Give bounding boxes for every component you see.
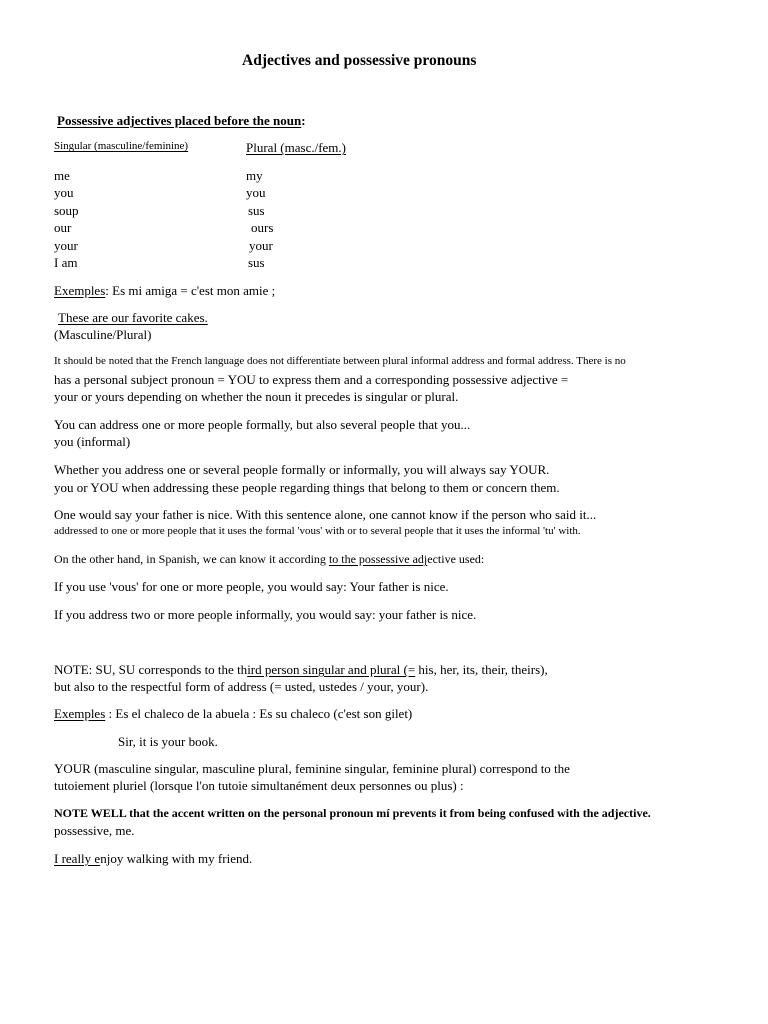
examples2-text: : Es el chaleco de la abuela : Es su chaleco (c'est son gilet) (105, 706, 413, 721)
your-paragraph-line: YOUR (masculine singular, masculine plural, feminine singular, feminine plural) correspond to the (54, 761, 570, 776)
examples-line (54, 284, 275, 297)
whether-paragraph-line: Whether you address one or several people formally or informally, you will always say YOUR. (54, 462, 550, 477)
table-cell-plural: your (249, 238, 273, 253)
favorite-cakes-text: These are our favorite cakes. (58, 310, 208, 325)
whether-paragraph-line: you or YOU when addressing these people regarding things that belong to them or concern them. (54, 480, 560, 495)
table-cell-singular: soup (54, 203, 79, 218)
section-heading-text: Possessive adjectives placed before the noun (57, 113, 302, 128)
sir-line: Sir, it is your book. (118, 734, 218, 749)
one-paragraph-line: One would say your father is nice. With this sentence alone, one cannot know if the person who said it... (54, 507, 597, 522)
examples-label: Exemples (54, 283, 106, 298)
table-cell-singular: me (54, 168, 70, 183)
table-cell-singular: our (54, 220, 72, 235)
address-paragraph-line: You can address one or more people formally, but also several people that you... (54, 417, 471, 432)
note-paragraph-line: It should be noted that the French language does not differentiate between plural informal address and formal address. There is no (54, 355, 626, 367)
masc-plural-text: (Masculine/Plural) (54, 327, 152, 342)
enjoy-underlined-text: I really e (54, 851, 101, 866)
note-well-line: possessive, me. (54, 823, 135, 838)
table-cell-plural: sus (248, 255, 265, 270)
spanish-underlined-text: to the possessive adj (328, 552, 428, 566)
table-cell-plural: sus (248, 203, 265, 218)
page-title: Adjectives and possessive pronouns (242, 52, 477, 69)
note-su-text-end: his, her, its, their, theirs), (415, 662, 548, 677)
note-su-underlined-text: ird person singular and plural (= (247, 662, 416, 677)
your-paragraph-line: tutoiement pluriel (lorsque l'on tutoie simultanément deux personnes ou plus) : (54, 778, 464, 793)
note-paragraph-line: has a personal subject pronoun = YOU to express them and a corresponding possessive adjective = (54, 372, 569, 387)
note-well-line: NOTE WELL that the accent written on the personal pronoun mí prevents it from being confused with the adjective. (54, 806, 651, 820)
spanish-text: On the other hand, in Spanish, we can know it according (54, 552, 329, 566)
note-su-line: but also to the respectful form of address (= usted, ustedes / your, your). (54, 679, 429, 694)
one-paragraph-line: addressed to one or more people that it uses the formal 'vous' with or to several people that it uses the informal 'tu' with. (54, 525, 581, 537)
section-heading-colon: : (301, 113, 306, 128)
examples2-line (54, 707, 412, 720)
spanish-text-end: ective used: (427, 552, 485, 566)
enjoy-line (54, 852, 252, 865)
table-cell-singular: you (54, 185, 74, 200)
examples2-label: Exemples (54, 706, 106, 721)
table-cell-plural: you (246, 185, 266, 200)
table-cell-singular: your (54, 238, 78, 253)
note-su-text: NOTE: SU, SU corresponds to the th (54, 662, 248, 677)
col-singular-header: Singular (masculine/feminine) (54, 140, 189, 152)
spanish-paragraph (54, 553, 484, 565)
col-plural-header: Plural (masc./fem.) (246, 140, 346, 155)
enjoy-text: njoy walking with my friend. (100, 851, 253, 866)
note-paragraph-line: your or yours depending on whether the noun it precedes is singular or plural. (54, 389, 459, 404)
vous-line: If you use 'vous' for one or more people, you would say: Your father is nice. (54, 579, 449, 594)
table-cell-plural: my (246, 168, 263, 183)
address-paragraph-line: you (informal) (54, 434, 131, 449)
section-heading (57, 114, 306, 127)
examples-text: : Es mi amiga = c'est mon amie ; (105, 283, 276, 298)
table-cell-plural: ours (251, 220, 274, 235)
table-cell-singular: I am (54, 255, 78, 270)
informal-line: If you address two or more people informally, you would say: your father is nice. (54, 607, 477, 622)
note-su-line (54, 663, 548, 676)
